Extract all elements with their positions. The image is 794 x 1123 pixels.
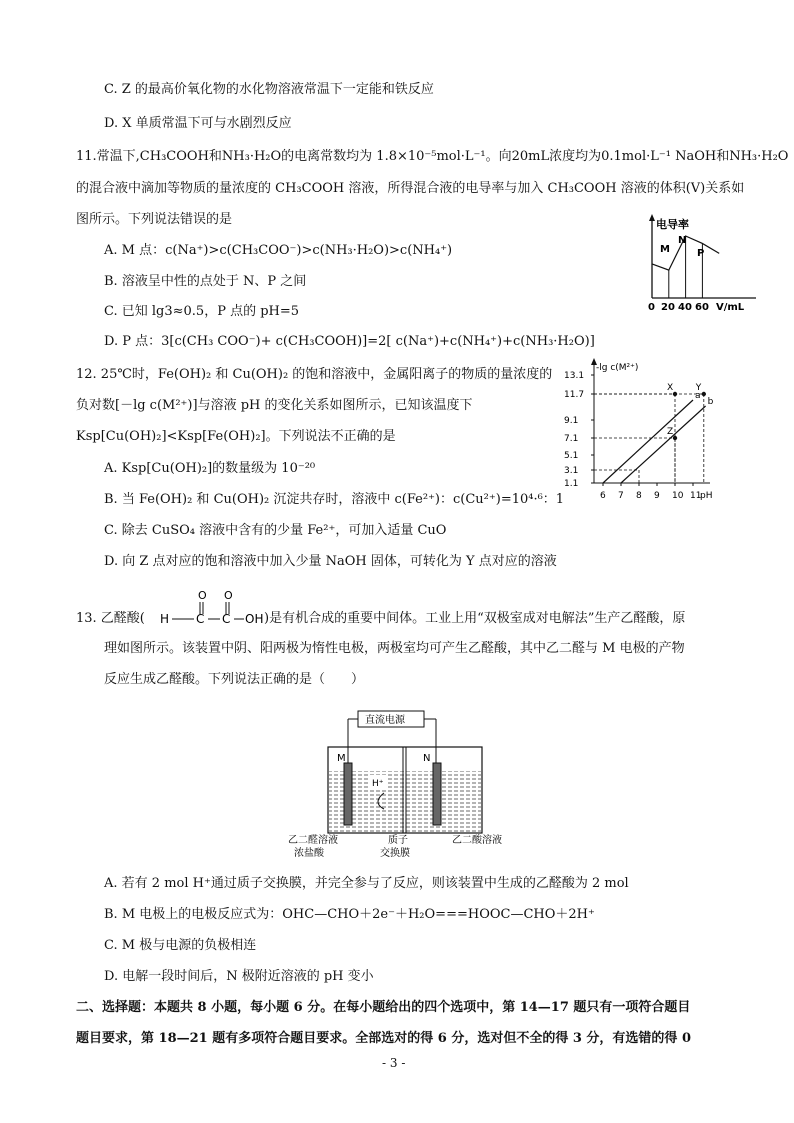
pm-point-Y (702, 392, 706, 396)
electrode-n-label: N (423, 753, 431, 764)
cond-xtick-60: 60 (695, 302, 709, 313)
q11-stem-line3: 图所示。下列说法错误的是 (76, 212, 233, 227)
q11-stem-line1: 11.常温下,CH₃COOH和NH₃·H₂O的电离常数均为 1.8×10⁻⁵mol·L⁻¹。向20mL浓度均为0.1mol·L⁻¹ NaOH和NH₃·H₂O (76, 149, 789, 164)
page-number: - 3 - (382, 1056, 406, 1070)
formula-o1: O (198, 589, 207, 602)
pm-ytick-5: 3.1 (564, 466, 579, 476)
q12-stem-line3: Ksp[Cu(OH)₂]<Ksp[Fe(OH)₂]。下列说法不正确的是 (76, 429, 396, 444)
q11-option-a: A. M 点：c(Na⁺)>c(CH₃COO⁻)>c(NH₃·H₂O)>c(NH₄⁺) (104, 243, 453, 258)
pm-line-a (603, 400, 693, 483)
q13-option-d: D. 电解一段时间后，N 极附近溶液的 pH 变小 (104, 969, 374, 984)
q12-stem-line1: 12. 25℃时，Fe(OH)₂ 和 Cu(OH)₂ 的饱和溶液中，金属阳离子的物质的量浓度的 (76, 367, 553, 382)
pm-xtick-5: 11 (690, 491, 702, 501)
formula-h: H (160, 612, 170, 626)
q13-option-b: B. M 电极上的电极反应式为：OHC—CHO＋2e⁻＋H₂O===HOOC—CHO＋2H⁺ (104, 907, 595, 922)
dc-power-label: 直流电源 (365, 715, 405, 726)
pm-line-b (621, 406, 706, 483)
pm-ytick-4: 5.1 (564, 451, 579, 461)
pm-xtick-1: 7 (618, 491, 624, 501)
conductivity-title: 电导率 (656, 218, 689, 231)
pm-xtick-0: 6 (600, 491, 606, 501)
electrode-n (433, 763, 441, 825)
pm-ytick-3: 7.1 (564, 434, 579, 444)
cond-xtick-20: 20 (661, 302, 675, 313)
point-label-n: N (678, 235, 687, 246)
q10-option-d: D. X 单质常温下可与水剧烈反应 (104, 116, 292, 131)
q12-stem-line2: 负对数[－lg c(M²⁺)]与溶液 pH 的变化关系如图所示，已知该温度下 (76, 398, 473, 413)
pm-ytick-1: 11.7 (564, 390, 585, 400)
glyoxylic-acid-formula (158, 588, 264, 630)
pm-xlabel: pH (700, 491, 713, 501)
pm-ytick-6: 1.1 (564, 479, 579, 489)
section2-heading-line2: 题目要求，第 18—21 题有多项符合题目要求。全部选对的得 6 分，选对但不全的得 3 分，有选错的得 0 (76, 1031, 691, 1046)
cond-xtick-0: 0 (648, 302, 655, 313)
right-label: 乙二酸溶液 (452, 835, 502, 846)
pm-point-label-Y: Y (695, 383, 702, 393)
q13-stem-line3: 反应生成乙醛酸。下列说法正确的是（ ） (104, 672, 365, 687)
pm-ph-chart (560, 355, 730, 503)
q12-option-d: D. 向 Z 点对应的饱和溶液中加入少量 NaOH 固体，可转化为 Y 点对应的溶液 (104, 554, 557, 569)
q11-stem-line2: 的混合液中滴加等物质的量浓度的 CH₃COOH 溶液，所得混合液的电导率与加入 CH₃COOH 溶液的体积(V)关系如 (76, 181, 745, 196)
q11-option-b: B. 溶液呈中性的点处于 N、P 之间 (104, 274, 307, 289)
left-label-2: 浓盐酸 (294, 848, 324, 859)
formula-oh: OH (245, 612, 264, 626)
left-label-1: 乙二醛溶液 (288, 835, 338, 846)
q13-stem-line2: 理如图所示。该装置中阴、阳两极为惰性电极，两极室均可产生乙醛酸，其中乙二醛与 M 电极的产物 (104, 641, 685, 656)
pm-xtick-4: 10 (672, 491, 684, 501)
q13-stem-start: 13. 乙醛酸( (76, 611, 145, 626)
formula-o2: O (224, 589, 233, 602)
formula-c2: C (222, 612, 231, 626)
pm-line-label-b: b (707, 397, 714, 407)
pm-ytick-2: 9.1 (564, 416, 579, 426)
q10-option-c: C. Z 的最高价氧化物的水化物溶液常温下一定能和铁反应 (104, 82, 434, 97)
pm-point-label-Z: Z (667, 427, 674, 437)
mid-label-2: 交换膜 (380, 848, 410, 859)
formula-c1: C (196, 612, 205, 626)
pm-line-label-a: a (695, 391, 701, 401)
electrode-m (344, 763, 352, 825)
cond-xunit: V/mL (716, 302, 745, 313)
section2-heading-line1: 二、选择题：本题共 8 小题，每小题 6 分。在每小题给出的四个选项中，第 14—17 题只有一项符合题目 (76, 1000, 691, 1015)
cond-xtick-40: 40 (678, 302, 692, 313)
electrode-m-label: M (337, 753, 346, 764)
q11-option-c: C. 已知 lg3≈0.5，P 点的 pH=5 (104, 304, 300, 319)
q12-option-a: A. Ksp[Cu(OH)₂]的数量级为 10⁻²⁰ (104, 461, 316, 476)
pm-point-Z (673, 436, 677, 440)
point-label-p: P (697, 248, 705, 259)
proton-label: H⁺ (372, 779, 384, 789)
pm-ytick-0: 13.1 (564, 371, 585, 381)
pm-xtick-2: 8 (636, 491, 642, 501)
q12-option-b: B. 当 Fe(OH)₂ 和 Cu(OH)₂ 沉淀共存时，溶液中 c(Fe²⁺)：c(Cu²⁺)=10⁴·⁶：1 (104, 492, 565, 507)
q11-option-d: D. P 点：3[c(CH₃ COO⁻)+ c(CH₃COOH)]=2[ c(Na⁺)+c(NH₄⁺)+c(NH₃·H₂O)] (104, 334, 595, 349)
pm-xtick-3: 9 (654, 491, 660, 501)
pm-ylabel: -lg c(M²⁺) (596, 363, 639, 373)
conductivity-chart (640, 210, 765, 315)
q13-stem-rest: )是有机合成的重要中间体。工业上用“双极室成对电解法”生产乙醛酸，原 (264, 611, 686, 626)
point-label-m: M (660, 244, 670, 255)
pm-plot-area (564, 371, 714, 501)
q13-option-c: C. M 极与电源的负极相连 (104, 938, 257, 953)
pm-point-label-X: X (667, 383, 674, 393)
q12-option-c: C. 除去 CuSO₄ 溶液中含有的少量 Fe²⁺，可加入适量 CuO (104, 523, 447, 538)
q13-option-a: A. 若有 2 mol H⁺通过质子交换膜，并完全参与了反应，则该装置中生成的乙醛酸为 2 mol (104, 876, 629, 891)
electrolysis-cell-diagram (280, 705, 550, 860)
mid-label-1: 质子 (388, 835, 408, 846)
